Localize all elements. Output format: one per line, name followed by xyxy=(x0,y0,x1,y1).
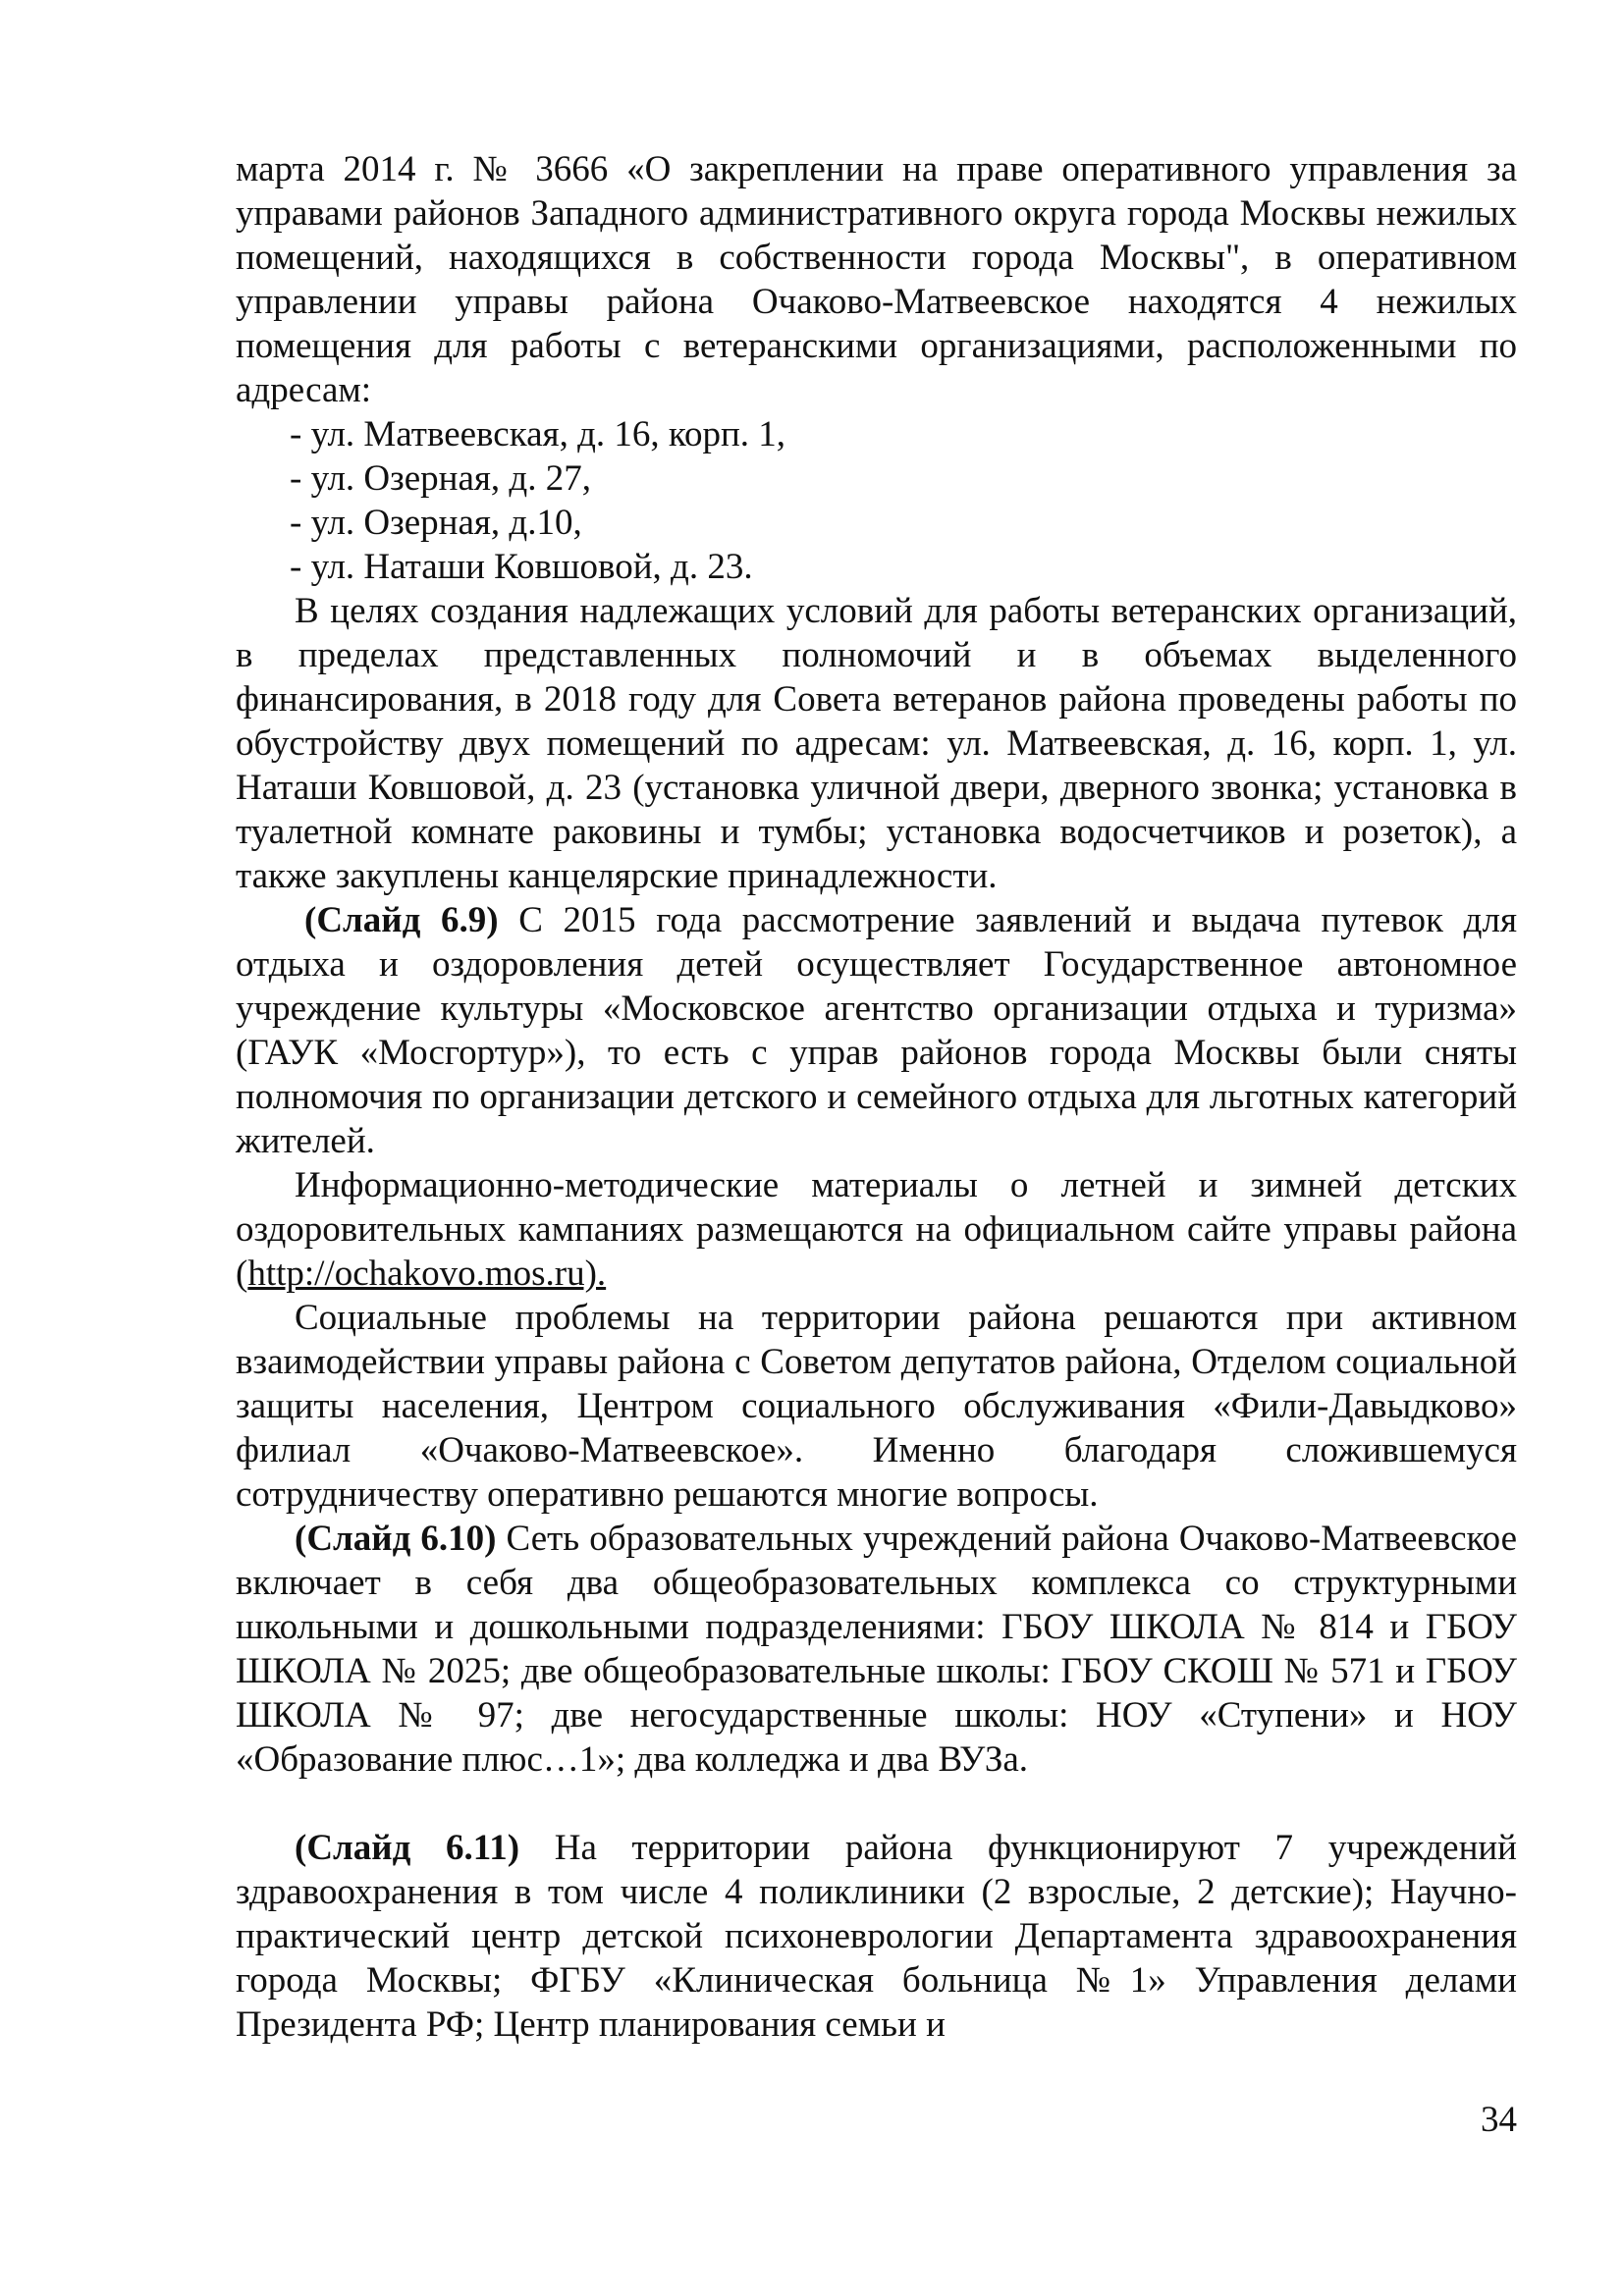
slide-label: (Слайд 6.11) xyxy=(295,1828,520,1868)
address-item: - ул. Наташи Ковшовой, д. 23. xyxy=(290,547,753,587)
address-item: - ул. Озерная, д. 27, xyxy=(290,458,591,499)
paragraph-slide-6-10 xyxy=(236,1517,1517,1782)
document-page xyxy=(236,147,1517,2047)
paragraph-social-problems: Социальные проблемы на территории района решаются при активном взаимодействии управы района с Советом депутатов района, Отделом социальной защиты населения, Центром социального обслуживания «Фили-Давыдково» филиал «Очаково-Матвеевское». Именно благодаря сложившемуся сотрудничеству оперативно решаются многие вопросы. xyxy=(236,1298,1517,1515)
paragraph-premises: марта 2014 г. № 3666 «О закреплении на праве оперативного управления за управами районов Западного административного округа города Москвы нежилых помещений, находящихся в собственности города Москвы", в оперативном управлении управы района Очаково-Матвеевское находятся 4 нежилых помещения для работы с ветеранскими организациями, расположенными по адресам: xyxy=(236,149,1517,410)
paragraph-text: Информационно-методические материалы о летней и зимней детских оздоровительных кампаниях размещаются на официальном сайте управы района ( xyxy=(236,1165,1517,1294)
slide-label: (Слайд 6.10) xyxy=(295,1519,497,1559)
slide-label: (Слайд 6.9) xyxy=(304,900,499,940)
paragraph-slide-6-11 xyxy=(236,1826,1517,2047)
paragraph-text: На территории района функционируют 7 учреждений здравоохранения в том числе 4 поликлиники (2 взрослые, 2 детские); Научно-практический центр детской психоневрологии Департамента здравоохранения города Москвы; ФГБУ «Клиническая больница №1» Управления делами Президента РФ; Центр планирования семьи и xyxy=(236,1828,1517,2045)
address-item: - ул. Матвеевская, д. 16, корп. 1, xyxy=(290,414,786,454)
paragraph-veterans-works: В целях создания надлежащих условий для работы ветеранских организаций, в пределах представленных полномочий и в объемах выделенного финансирования, в 2018 году для Совета ветеранов района проведены работы по обустройству двух помещений по адресам: ул. Матвеевская, д. 16, корп. 1, ул. Наташи Ковшовой, д. 23 (установка уличной двери, дверного звонка; установка в туалетной комнате раковины и тумбы; установка водосчетчиков и розеток), а также закуплены канцелярские принадлежности. xyxy=(236,591,1517,896)
blank-line xyxy=(236,1782,1517,1826)
paragraph-text: Сеть образовательных учреждений района Очаково-Матвеевское включает в себя два общеобразовательных комплекса со структурными школьными и дошкольными подразделениями: ГБОУ ШКОЛА № 814 и ГБОУ ШКОЛА № 2025; две общеобразовательные школы: ГБОУ СКОШ № 571 и ГБОУ ШКОЛА № 97; две негосударственные школы: НОУ «Ступени» и НОУ «Образование плюс…1»; два колледжа и два ВУЗа. xyxy=(236,1519,1517,1780)
paragraph-slide-6-9 xyxy=(236,898,1517,1163)
website-link[interactable]: http://ochakovo.mos.ru). xyxy=(247,1254,607,1294)
paragraph-info-materials xyxy=(236,1163,1517,1296)
address-list xyxy=(236,412,1517,589)
paragraph-text: С 2015 года рассмотрение заявлений и выдача путевок для отдыха и оздоровления детей осуществляет Государственное автономное учреждение культуры «Московское агентство организации отдыха и туризма» (ГАУК «Мосгортур»), то есть с управ районов города Москвы были сняты полномочия по организации детского и семейного отдыха для льготных категорий жителей. xyxy=(236,900,1517,1161)
page-number: 34 xyxy=(1481,2100,1517,2140)
address-item: - ул. Озерная, д.10, xyxy=(290,503,582,543)
